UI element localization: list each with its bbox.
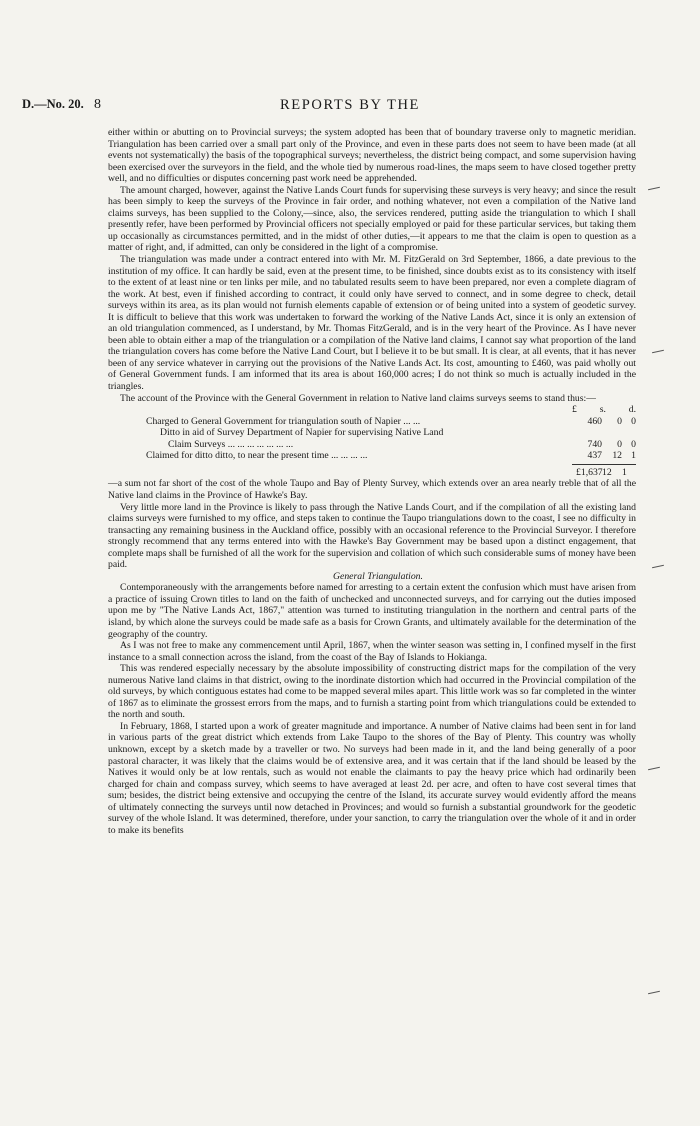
amount-shillings: 0 <box>617 415 622 427</box>
total-pounds: £1,637 <box>576 466 603 478</box>
account-row-desc: Ditto in aid of Survey Department of Napier for supervising Native Land <box>160 427 444 439</box>
page-header <box>0 97 700 117</box>
account-row-desc: Charged to General Government for triangulation south of Napier ... ... <box>146 415 421 427</box>
margin-mark <box>648 186 660 192</box>
amount-shillings: 12 <box>612 450 622 462</box>
margin-mark <box>648 990 660 996</box>
margin-mark <box>652 564 664 570</box>
margin-mark <box>648 766 660 772</box>
account-row <box>108 427 636 439</box>
total-pence: 1 <box>622 466 627 478</box>
paragraph: Very little more land in the Province is likely to pass through the Native Lands Court, and if the compilation of all the existing land claims surveys were furnished to my office, and steps taken to continue the Taupo triangulations down to the coast, I see no difficulty in transacting any remaining business in the Auckland office, possibly with an occasional reference to the Provincial Surveyor. I therefore strongly recommend that any terms entered into with the Hawke's Bay Government may be based upon a distinct engagement, that complete maps shall be furnished of all the work for the supervision and collation of which such considerable sums of money have been paid. <box>108 501 636 571</box>
margin-mark <box>652 349 664 355</box>
paragraph: Contemporaneously with the arrangements before named for arresting to a certain extent the confusion which must have arisen from a practice of issuing Crown titles to land on the faith of unchecked and unconnected surveys, and for carrying out the duties imposed upon me by "The Native Lands Act, 1867," attention was turned to instituting triangulation in the northern and central parts of the island, by which alone the surveys could be made safe as a basis for Crown Grants, and ultimately available for the determination of the geography of the country. <box>108 582 636 640</box>
amount-shillings: 0 <box>617 438 622 450</box>
account-row <box>108 450 636 462</box>
amount-pounds: 460 <box>587 415 602 427</box>
shillings-header: s. <box>599 404 606 416</box>
paragraph: either within or abutting on to Provincial surveys; the system adopted has been that of boundary traverse only to magnetic meridian. Triangulation has been carried over a small part only of the Province, and even in these parts does not seem to have been made (at all events not systematically) the basis of the topographical surveys; nevertheless, the district being compact, and some supervision having been exercised over the surveyors in the field, and the whole tied by numerous road-lines, the maps seem to have closed together pretty well, and no difficulties or disputes concerning past work need be apprehended. <box>108 127 636 185</box>
currency-header-row <box>108 404 636 416</box>
amount-pence: 1 <box>631 450 636 462</box>
amount-pounds: 437 <box>587 450 602 462</box>
pence-header: d. <box>628 404 636 416</box>
account-intro-text: The account of the Province with the General Government in relation to Native land claims surveys seems to stand thus:— <box>120 392 596 404</box>
account-intro <box>108 393 636 405</box>
account-row <box>108 439 636 451</box>
page-body <box>108 127 636 836</box>
amount-pounds: 740 <box>587 438 602 450</box>
paragraph: This was rendered especially necessary by the absolute impossibility of constructing district maps for the compilation of the very numerous Native land claims in that district, owing to the inordinate distortion which had occurred in the Provincial compilation of the old surveys, by which contiguous estates had come to be mapped several miles apart. This little work was so far completed in the winter of 1867 as to eliminate the grossest errors from the maps, and to furnish a starting point from which triangulations could be extended to the north and south. <box>108 663 636 721</box>
amount-pence: 0 <box>631 415 636 427</box>
page-number: 8 <box>94 97 101 112</box>
total-shillings: 12 <box>602 466 612 478</box>
running-title: REPORTS BY THE <box>280 97 420 113</box>
paragraph: In February, 1868, I started upon a work of greater magnitude and importance. A number of Native claims had been sent in for land in various parts of the great district which extends from Lake Taupo to the shores of the Bay of Plenty. This country was wholly unknown, except by a sketch made by a traveller or two. No surveys had been made in it, and the land being generally of a poor pastoral character, it was likely that the claims would be of extensive area, and it was certain that if the land should be leased by the Natives it would only be at low rentals, such as would not enable the claimants to pay the heavy price which had ordinarily been charged for chain and compass survey, which seems to have averaged at least 2d. per acre, and often to have cost several times that sum; besides, the district being extensive and occupying the centre of the Island, its accurate survey would evidently afford the means of ultimately connecting the surveys until now detached in Provinces; and would so furnish a substantial groundwork for the geodetic survey of the whole Island. It was determined, therefore, under your sanction, to carry the triangulation over the whole of it and in order to make its benefits <box>108 720 636 836</box>
account-row-desc: Claim Surveys ... ... ... ... ... ... ... <box>168 438 294 450</box>
amount-pence: 0 <box>631 438 636 450</box>
paragraph: —a sum not far short of the cost of the whole Taupo and Bay of Plenty Survey, which extends over an area nearly treble that of all the Native land claims in the Province of Hawke's Bay. <box>108 478 636 501</box>
paragraph: The triangulation was made under a contract entered into with Mr. M. FitzGerald on 3rd September, 1866, a date previous to the institution of my office. It can hardly be said, even at the present time, to be finished, since doubts exist as to its consistency with itself to the extent of at least nine or ten links per mile, and no tabulated results seem to have been prepared, nor even a complete diagram of the work. At best, even if finished according to contract, it could only have served to connect, and in some degree to check, detail surveys within its area, as its plan would not furnish elements capable of extension or of being united into a system of geodetic survey. It is difficult to believe that this work was undertaken to forward the working of the Native Lands Act, since it is only an extension of an old triangulation commenced, as I understand, by Mr. Thomas FitzGerald, and is in the very heart of the Province. As I have never been able to obtain either a map of the triangulation or a compilation of the Native land claims, I cannot say what proportion of the land the triangulation covers has come before the Native Land Court, but I believe it to be but small. It is clear, at all events, that it has never been of any service whatever in carrying out the provisions of the Native Lands Act. Its cost, amounting to £460, was paid wholly out of General Government funds. I am informed that its area is about 160,000 acres; I do not think so much is actually included in the triangles. <box>108 254 636 393</box>
pounds-header: £ <box>572 404 577 416</box>
paragraph: As I was not free to make any commencement until April, 1867, when the winter season was setting in, I confined myself in the first instance to a small connection across the island, from the coast of the Bay of Islands to Hokianga. <box>108 640 636 663</box>
document-id: D.—No. 20. <box>22 97 84 111</box>
paragraph: The amount charged, however, against the Native Lands Court funds for supervising these surveys is very heavy; and since the result has been simply to keep the surveys of the Province in fair order, and nothing whatever, not even a compilation of the Native land claims surveys, has been supplied to the Colony,—since, also, the services rendered, putting aside the triangulation to which I shall presently refer, have been performed by Provincial officers not specially employed or paid for these particular services, but taking them up occasionally as circumstances permitted, and in the midst of other duties,—it appears to me that the claim is open to question as a matter of right, and, if admitted, can only be considered in the light of a compromise. <box>108 184 636 254</box>
account-total-row <box>108 464 636 479</box>
account-row-desc: Claimed for ditto ditto, to near the present time ... ... ... ... <box>146 450 368 462</box>
account-row <box>108 416 636 428</box>
section-heading: General Triangulation. <box>333 570 423 582</box>
